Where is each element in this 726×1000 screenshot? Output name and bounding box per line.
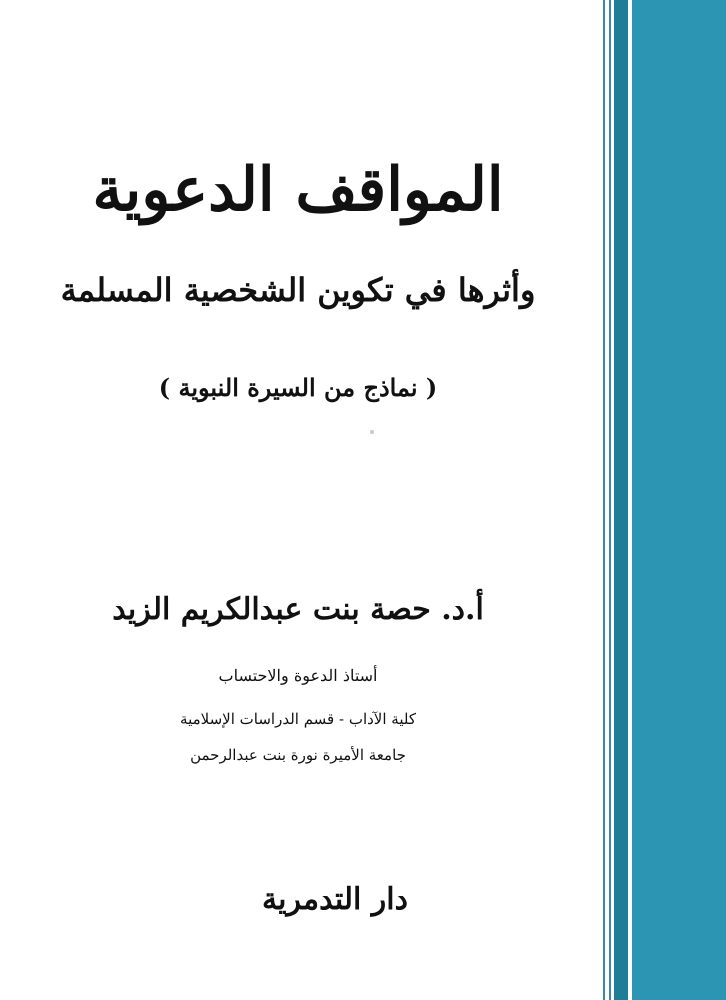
book-subtitle: وأثرها في تكوين الشخصية المسلمة [60, 271, 536, 309]
spine-band-dark [614, 0, 628, 1000]
spine-line-right [609, 0, 611, 1000]
author-university: جامعة الأميرة نورة بنت عبدالرحمن [190, 746, 406, 764]
author-name: أ.د. حصة بنت عبدالكريم الزيد [112, 592, 484, 627]
book-models-line: ( نماذج من السيرة النبوية ) [158, 373, 438, 402]
book-title: المواقف الدعوية [92, 155, 504, 225]
spine-line-left [603, 0, 605, 1000]
author-role: أستاذ الدعوة والاحتساب [218, 666, 378, 685]
author-college: كلية الآداب - قسم الدراسات الإسلامية [180, 710, 416, 728]
spine-band-light [632, 0, 726, 1000]
speck-mark [370, 430, 374, 434]
publisher-logo: دار التدمرية [262, 882, 408, 917]
